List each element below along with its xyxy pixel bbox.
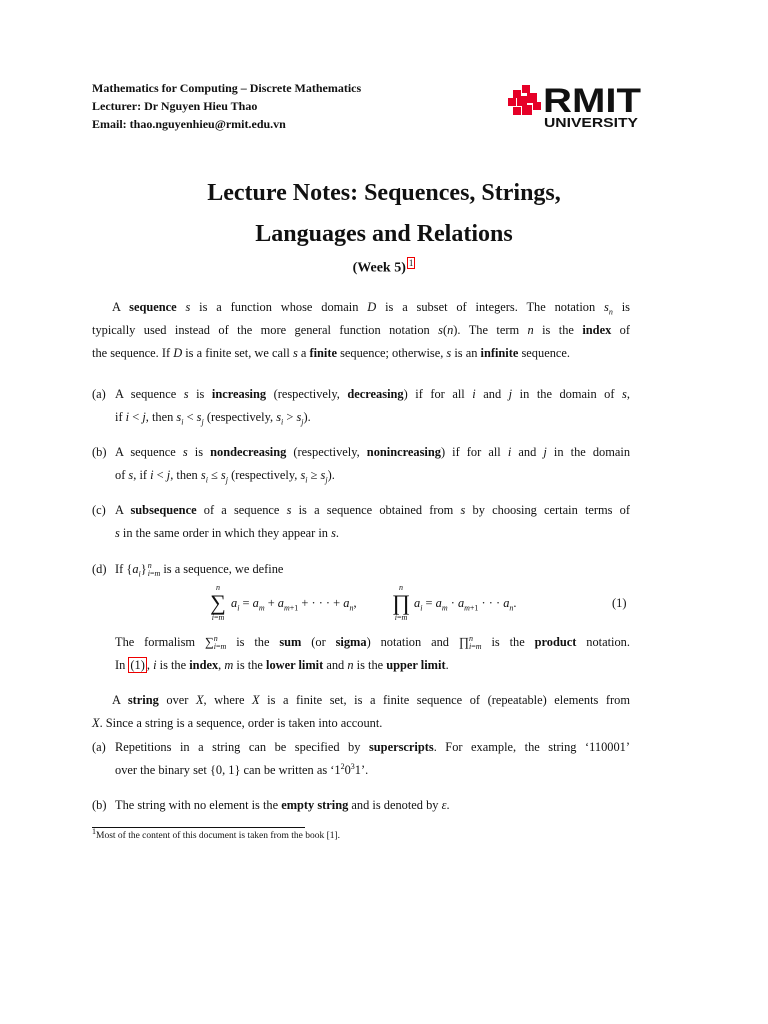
- item-d-line-1: If $\{a_i\}n$ i=m is a sequence, we define: [115, 561, 284, 579]
- sum-expression: $a_i = a_m + a_{m+1}$ + · · · + $a_n$,: [231, 596, 357, 613]
- item-d-label: (d): [92, 562, 107, 576]
- item-b-line-2: of s, if i < j, then $s_i \le s_j$ (respectively, $s_i \ge s_j$).: [115, 468, 335, 485]
- item-c-line-1: A subsequence of a sequence s is a sequence obtained from s by choosing certain terms of: [115, 503, 630, 517]
- item-b-line-1: A sequence s is nondecreasing (respectively, nonincreasing) if for all i and j in the domain: [115, 445, 631, 459]
- footnote-rule: [92, 827, 305, 828]
- item-c-line-2: s in the same order in which they appear in s.: [115, 526, 340, 540]
- footnote-text: Most of the content of this document is taken from the book [1].: [96, 831, 341, 841]
- para-sequence-line-3: the sequence. If D is a finite set, we call s a finite sequence; otherwise, s is an infinite sequence.: [92, 346, 570, 360]
- item-d-line-3: In (1) , i is the index, m is the lower limit and n is the upper limit.: [115, 658, 449, 672]
- week-label: [0, 257, 768, 277]
- equation-number: (1): [612, 596, 627, 610]
- item-a-line-2: if i < j, then $s_i < s_j$ (respectively, $s_i > s_j$).: [115, 410, 311, 427]
- string-item-a-label: (a): [92, 740, 106, 754]
- para-sequence-line-1: A sequence s is a function whose domain D is a subset of integers. The notation $s_n$ is: [112, 300, 630, 317]
- item-b-label: (b): [92, 445, 107, 459]
- product-expression: $a_i = a_m \cdot a_{m+1}$ · · · $a_n$.: [414, 596, 517, 613]
- item-a-label: (a): [92, 387, 106, 401]
- title-line-2: Languages and Relations: [255, 221, 513, 247]
- item-c-label: (c): [92, 503, 106, 517]
- para-string-line-2: X. Since a string is a sequence, order is taken into account.: [92, 716, 383, 730]
- footnote-link[interactable]: 1: [408, 258, 414, 268]
- footnote: [92, 826, 341, 841]
- para-sequence-line-2: typically used instead of the more general function notation s(n). The term n is the index of: [92, 323, 630, 337]
- lecturer-email: Email: thao.nguyenhieu@rmit.edu.vn: [92, 117, 286, 131]
- item-d-line-2: The formalism ∑n i=m is the sum (or sigma) notation and ∏n i=m is the product notation.: [115, 634, 630, 652]
- equation-ref-link[interactable]: (1): [130, 658, 145, 672]
- string-item-a-line-2: over the binary set {0, 1} can be written as ‘$1^20^31$’.: [115, 761, 369, 777]
- logo-main-text: RMIT: [543, 82, 642, 120]
- rmit-pixel-mark: [508, 85, 541, 115]
- item-a-line-1: A sequence s is increasing (respectively, decreasing) if for all i and j in the domain of s,: [115, 387, 630, 401]
- rmit-logo: [505, 82, 645, 130]
- sum-operator: n ∑ i=m: [210, 583, 226, 622]
- week-text: (Week 5): [352, 260, 406, 276]
- footnote-mark: 1: [92, 826, 96, 836]
- string-item-b-label: (b): [92, 798, 107, 812]
- string-item-b-line-1: The string with no element is the empty string and is denoted by ε.: [115, 798, 450, 812]
- title-line-1: Lecture Notes: Sequences, Strings,: [207, 180, 561, 206]
- string-item-a-line-1: Repetitions in a string can be specified by superscripts. For example, the string ‘110001’: [115, 740, 630, 754]
- para-string-line-1: A string over X, where X is a finite set, is a finite sequence of (repeatable) elements from: [112, 693, 630, 707]
- product-operator: n ∏ i=m: [391, 583, 411, 622]
- logo-sub-text: UNIVERSITY: [544, 116, 639, 130]
- course-name: Mathematics for Computing – Discrete Mathematics: [92, 81, 362, 95]
- lecturer-name: Lecturer: Dr Nguyen Hieu Thao: [92, 99, 258, 113]
